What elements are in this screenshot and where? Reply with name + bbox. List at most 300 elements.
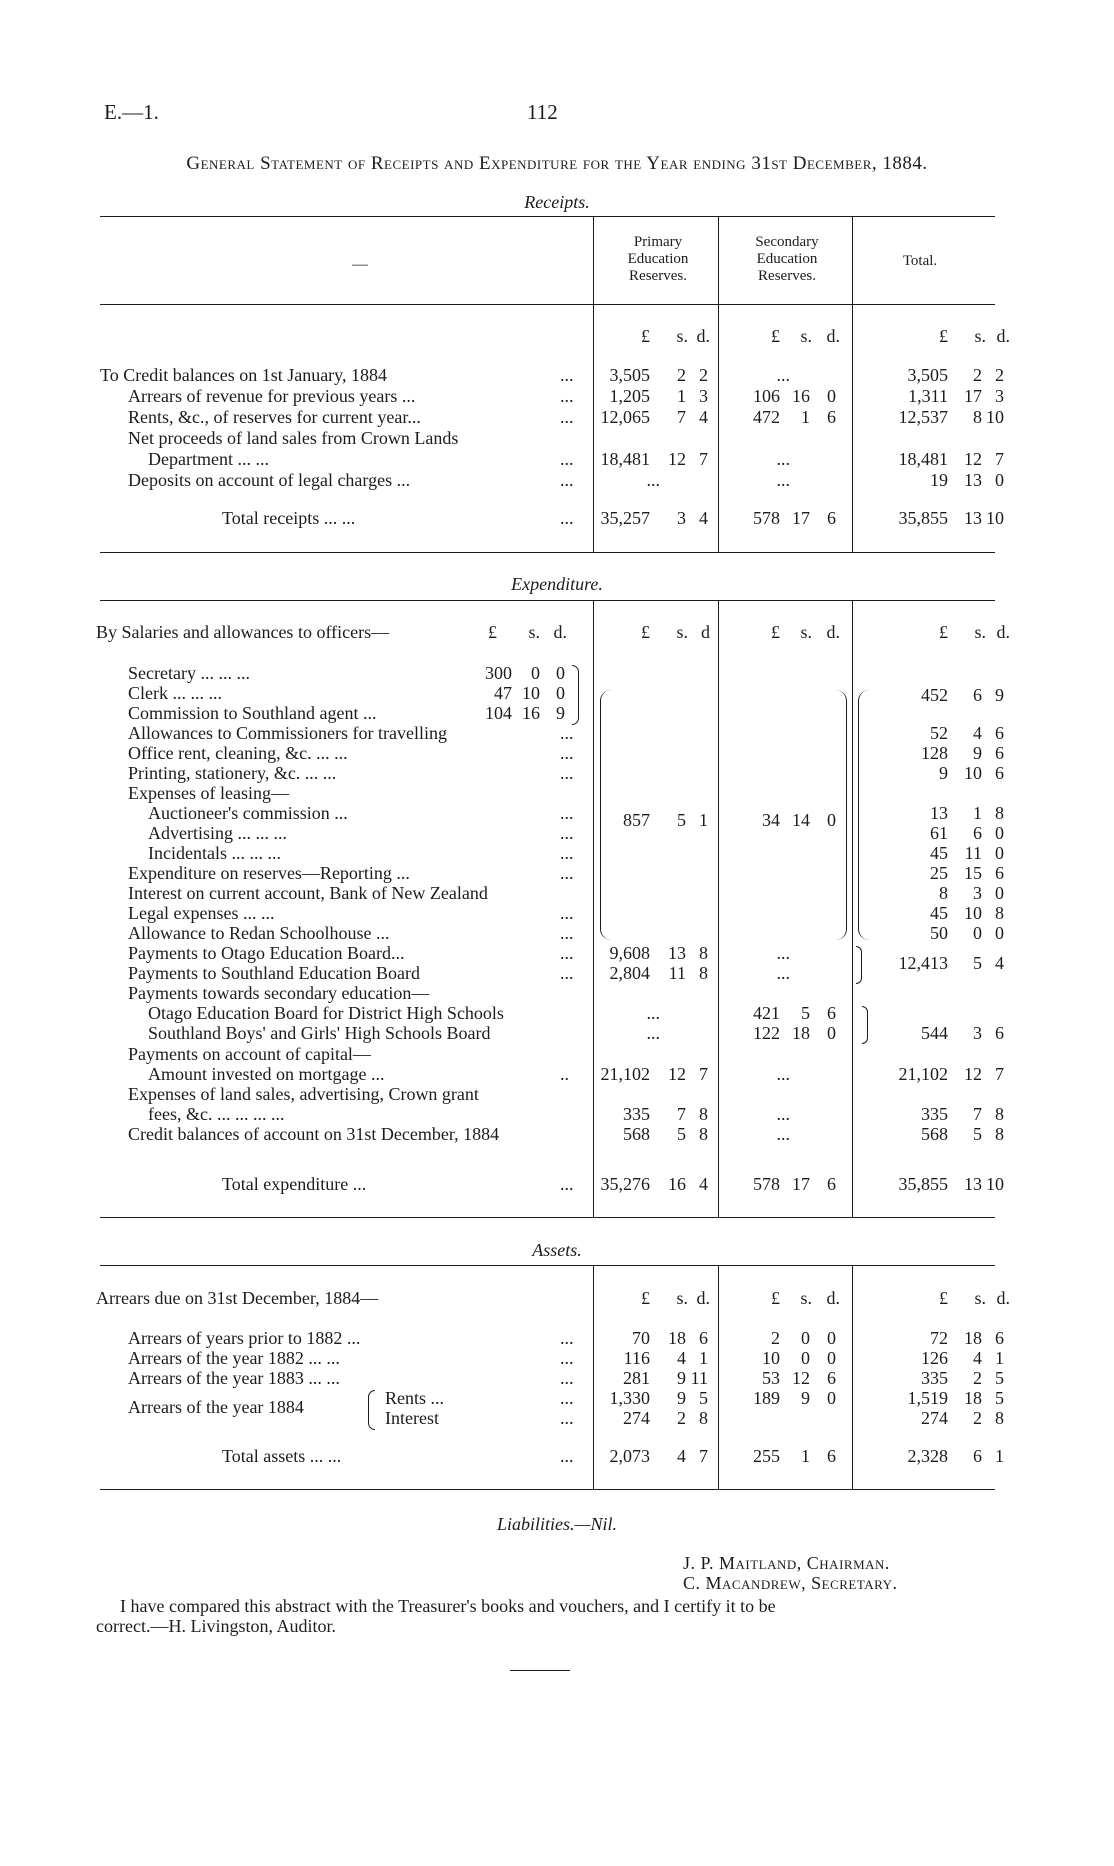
- secondary-pounds: 472: [753, 407, 780, 427]
- total-pence: 6: [995, 723, 1004, 743]
- primary-shillings: 5: [677, 810, 686, 830]
- secondary-shillings: 5: [801, 1003, 810, 1023]
- secondary-pence: 6: [827, 1368, 836, 1388]
- total-pence: 4: [995, 953, 1004, 973]
- primary-pounds: 1,330: [609, 1388, 650, 1408]
- primary-pounds: 116: [623, 1348, 650, 1368]
- total-assets-row: [0, 1446, 1114, 1466]
- row-label: Allowances to Commissioners for travelling: [128, 723, 447, 743]
- leader-dots: ...: [560, 407, 574, 427]
- table-row: [0, 365, 1114, 385]
- salary-pence: 0: [556, 683, 565, 703]
- leader-dots: ...: [560, 365, 574, 385]
- primary-pence: 6: [699, 1328, 708, 1348]
- row-label: Otago Education Board for District High Schools: [148, 1003, 504, 1023]
- rec-total-d: d.: [996, 326, 1010, 346]
- leader-dots: ...: [560, 943, 574, 963]
- ast-secondary-s: s.: [800, 1288, 812, 1308]
- total-shillings: 0: [973, 923, 982, 943]
- row-label: fees, &c. ... ... ... ...: [148, 1104, 285, 1124]
- secondary-pence: 0: [827, 386, 836, 406]
- total-shillings: 6: [973, 685, 982, 705]
- primary-pounds: ...: [646, 470, 660, 490]
- secondary-pounds: 578: [753, 1174, 780, 1194]
- ast-primary-pound: £: [641, 1288, 650, 1308]
- ast-total-s: s.: [974, 1288, 986, 1308]
- end-rule: [510, 1670, 570, 1671]
- total-pounds: 1,311: [908, 386, 948, 406]
- secondary-pounds: 106: [753, 386, 780, 406]
- total-pounds: 19: [930, 470, 948, 490]
- table-row: [0, 428, 1114, 448]
- total-pounds: 72: [930, 1328, 948, 1348]
- secondary-pounds: ...: [776, 943, 790, 963]
- row-label: Printing, stationery, &c. ... ...: [128, 763, 337, 783]
- primary-shillings: 1: [677, 386, 686, 406]
- capital-intro: Payments on account of capital—: [128, 1044, 371, 1064]
- secondary-pence: 6: [827, 508, 836, 528]
- assets-heading: Assets.: [532, 1240, 582, 1260]
- exp-primary-d: d: [701, 622, 710, 642]
- grouped-expenses-row: [0, 810, 1114, 830]
- row-label: Department ... ...: [148, 449, 269, 469]
- primary-pence: 7: [699, 1446, 708, 1466]
- secondary-shillings: 0: [801, 1348, 810, 1368]
- expenditure-top-rule: [100, 600, 995, 601]
- exp-primary-pound: £: [641, 622, 650, 642]
- total-pence: 3: [995, 386, 1004, 406]
- salaries-total-row: [0, 685, 1114, 705]
- row-label: Incidentals ... ... ...: [148, 843, 281, 863]
- total-pounds: 61: [930, 823, 948, 843]
- primary-pence: 8: [699, 1104, 708, 1124]
- total-pounds: 128: [921, 743, 948, 763]
- rec-primary-pound: £: [641, 326, 650, 346]
- total-shillings: 2: [973, 1368, 982, 1388]
- total-shillings: 8: [973, 407, 982, 427]
- salary-pounds: 104: [485, 703, 512, 723]
- exp-total-d: d.: [996, 622, 1010, 642]
- rec-total-s: s.: [974, 326, 986, 346]
- leader-dots: ...: [560, 1348, 574, 1368]
- row-label: Interest on current account, Bank of New Zealand: [128, 883, 488, 903]
- secondary-shillings: 9: [801, 1388, 810, 1408]
- row-label: Legal expenses ... ...: [128, 903, 275, 923]
- table-row: [0, 1368, 1114, 1388]
- row-label: Arrears of the year 1882 ... ...: [128, 1348, 340, 1368]
- ast-primary-s: s.: [676, 1288, 688, 1308]
- leader-dots: ...: [560, 1446, 574, 1466]
- rec-primary-s: s.: [676, 326, 688, 346]
- primary-pounds: 281: [623, 1368, 650, 1388]
- total-pounds: 544: [921, 1023, 948, 1043]
- signature-line: C. Macandrew, Secretary.: [683, 1573, 898, 1593]
- secondary-pence: 6: [827, 407, 836, 427]
- secondary-group-brace: [836, 690, 847, 940]
- total-shillings: 5: [973, 1124, 982, 1144]
- primary-shillings: 3: [677, 508, 686, 528]
- expenditure-column-rule-1: [718, 600, 719, 1217]
- total-header: Total.: [902, 253, 938, 269]
- total-pence: 2: [995, 365, 1004, 385]
- secondary-pounds: 2: [771, 1328, 780, 1348]
- total-shillings: 9: [973, 743, 982, 763]
- secondary-pence: 6: [827, 1174, 836, 1194]
- total-shillings: 13: [964, 1174, 982, 1194]
- total-pence: 8: [995, 803, 1004, 823]
- total-pence: 8: [995, 1408, 1004, 1428]
- row-label: Rents, &c., of reserves for current year...: [128, 407, 421, 427]
- primary-pence: 7: [699, 1064, 708, 1084]
- secondary-intro: Payments towards secondary education—: [128, 983, 430, 1003]
- total-shillings: 12: [964, 449, 982, 469]
- row-label: Allowance to Redan Schoolhouse ...: [128, 923, 390, 943]
- table-row: [0, 1328, 1114, 1348]
- total-pounds: 45: [930, 843, 948, 863]
- row-label: Arrears of revenue for previous years ...: [128, 386, 416, 406]
- arrears-1884-row: [0, 1408, 1114, 1428]
- assets-column-rule-1: [718, 1265, 719, 1489]
- row-label: Expenditure on reserves—Reporting ...: [128, 863, 410, 883]
- total-shillings: 5: [973, 953, 982, 973]
- secondary-shillings: 1: [801, 1446, 810, 1466]
- receipts-heading: Receipts.: [524, 192, 590, 212]
- salary-pounds: 300: [485, 663, 512, 683]
- leader-dots: ...: [560, 903, 574, 923]
- total-pence: 1: [995, 1446, 1004, 1466]
- total-pence: 8: [995, 903, 1004, 923]
- primary-pence: 2: [699, 365, 708, 385]
- primary-pounds: 21,102: [600, 1064, 650, 1084]
- row-label: Rents ...: [385, 1388, 445, 1408]
- total-pounds: 335: [921, 1368, 948, 1388]
- secondary-pounds: ...: [776, 365, 790, 385]
- leader-dots: ...: [560, 1408, 574, 1428]
- total-shillings: 17: [964, 386, 982, 406]
- total-shillings: 1: [973, 803, 982, 823]
- row-label: Payments to Southland Education Board: [128, 963, 420, 983]
- primary-pounds: 274: [623, 1408, 650, 1428]
- row-label: Total assets ... ...: [222, 1446, 342, 1466]
- table-row: [0, 723, 1114, 743]
- leader-dots: ...: [560, 823, 574, 843]
- table-row: [0, 1104, 1114, 1124]
- total-pounds: 18,481: [898, 449, 948, 469]
- receipts-header-rule: [100, 304, 995, 305]
- row-label: Payments to Otago Education Board...: [128, 943, 405, 963]
- payments-total-row: [0, 953, 1114, 973]
- primary-pence: 5: [699, 1388, 708, 1408]
- row-label: Total expenditure ...: [222, 1174, 367, 1194]
- primary-pounds: 3,505: [609, 365, 650, 385]
- primary-pounds: 857: [623, 810, 650, 830]
- exp-primary-s: s.: [676, 622, 688, 642]
- salary-row: [0, 703, 1114, 723]
- row-label: Expenses of leasing—: [128, 783, 289, 803]
- assets-top-rule: [100, 1265, 995, 1266]
- salary-pounds: 47: [494, 683, 512, 703]
- primary-shillings: 9: [677, 1388, 686, 1408]
- total-pounds: 568: [921, 1124, 948, 1144]
- secondary-shillings: 12: [792, 1368, 810, 1388]
- ast-secondary-d: d.: [826, 1288, 840, 1308]
- table-row: [0, 449, 1114, 469]
- primary-shillings: 5: [677, 1124, 686, 1144]
- primary-shillings: 12: [668, 449, 686, 469]
- total-pounds: 2,328: [907, 1446, 948, 1466]
- auditor-certificate-line1: I have compared this abstract with the Treasurer's books and vouchers, and I certify it to be: [120, 1596, 776, 1616]
- leader-dots: ...: [560, 843, 574, 863]
- primary-shillings: 2: [677, 1408, 686, 1428]
- salary-pound: £: [488, 622, 497, 642]
- primary-pounds: 12,065: [600, 407, 650, 427]
- total-pounds: 452: [921, 685, 948, 705]
- leader-dots: ...: [560, 508, 574, 528]
- row-label: Advertising ... ... ...: [148, 823, 287, 843]
- primary-pounds: 2,073: [609, 1446, 650, 1466]
- total-expenditure-row: [0, 1174, 1114, 1194]
- secondary-pounds: 122: [753, 1023, 780, 1043]
- exp-total-pound: £: [939, 622, 948, 642]
- secondary-pounds: 189: [753, 1388, 780, 1408]
- leader-dots: ..: [560, 1064, 569, 1084]
- primary-group-brace: [600, 690, 611, 940]
- salary-shillings: 10: [522, 683, 540, 703]
- receipts-column-rule-1: [718, 216, 719, 552]
- ast-secondary-pound: £: [771, 1288, 780, 1308]
- total-pence: 0: [995, 823, 1004, 843]
- assets-column-rule-2: [852, 1265, 853, 1489]
- total-pounds: 52: [930, 723, 948, 743]
- total-pence: 7: [995, 1064, 1004, 1084]
- secondary-pence: 6: [827, 1446, 836, 1466]
- primary-pounds: 1,205: [609, 386, 650, 406]
- row-label: Arrears of the year 1883 ... ...: [128, 1368, 340, 1388]
- total-pence: 6: [995, 743, 1004, 763]
- total-pence: 0: [995, 923, 1004, 943]
- row-label: Auctioneer's commission ...: [148, 803, 348, 823]
- primary-pounds: 70: [632, 1328, 650, 1348]
- leader-dots: ...: [560, 923, 574, 943]
- row-label: Secretary ... ... ...: [128, 663, 250, 683]
- primary-shillings: 13: [668, 943, 686, 963]
- total-pence: 6: [995, 863, 1004, 883]
- exp-secondary-d: d.: [826, 622, 840, 642]
- primary-pounds: 35,257: [600, 508, 650, 528]
- receipts-bottom-rule: [100, 552, 995, 553]
- expenditure-heading: Expenditure.: [511, 574, 603, 594]
- secondary-pounds: 10: [762, 1348, 780, 1368]
- secondary-shillings: 17: [792, 1174, 810, 1194]
- total-receipts-row: [0, 508, 1114, 528]
- secondary-pence: 0: [827, 1023, 836, 1043]
- primary-pence: 8: [699, 1124, 708, 1144]
- total-shillings: 4: [973, 1348, 982, 1368]
- ast-primary-d: d.: [696, 1288, 710, 1308]
- total-shillings: 11: [964, 843, 982, 863]
- table-row: [0, 470, 1114, 490]
- expenditure-bottom-rule: [100, 1217, 995, 1218]
- secondary-shillings: 16: [792, 386, 810, 406]
- total-pence: 10: [986, 1174, 1004, 1194]
- total-pence: 6: [995, 1328, 1004, 1348]
- salary-shillings: 0: [531, 663, 540, 683]
- total-pounds: 335: [921, 1104, 948, 1124]
- primary-pence: 4: [699, 508, 708, 528]
- primary-pence: 3: [699, 386, 708, 406]
- table-row: [0, 763, 1114, 783]
- total-pounds: 9: [939, 763, 948, 783]
- total-shillings: 18: [964, 1388, 982, 1408]
- total-shillings: 7: [973, 1104, 982, 1124]
- total-pounds: 274: [921, 1408, 948, 1428]
- primary-header: Primary Education Reserves.: [627, 234, 689, 284]
- exp-secondary-s: s.: [800, 622, 812, 642]
- total-shillings: 12: [964, 1064, 982, 1084]
- secondary-shillings: 17: [792, 508, 810, 528]
- primary-shillings: 4: [677, 1446, 686, 1466]
- row-label: Arrears of years prior to 1882 ...: [128, 1328, 361, 1348]
- total-pence: 6: [995, 763, 1004, 783]
- salaries-intro: By Salaries and allowances to officers—: [96, 622, 390, 642]
- total-pounds: 35,855: [898, 1174, 948, 1194]
- table-row: [0, 1124, 1114, 1144]
- total-group-brace: [858, 690, 869, 940]
- primary-shillings: 4: [677, 1348, 686, 1368]
- total-pounds: 126: [921, 1348, 948, 1368]
- secondary-pence: 0: [827, 1328, 836, 1348]
- assets-column-rule-0: [593, 1265, 594, 1489]
- salary-pence: 9: [556, 703, 565, 723]
- leader-dots: ...: [560, 1328, 574, 1348]
- table-row: [0, 923, 1114, 943]
- total-pence: 6: [995, 1023, 1004, 1043]
- total-pence: 0: [995, 470, 1004, 490]
- secondary-pounds: 421: [753, 1003, 780, 1023]
- secondary-pounds: 34: [762, 810, 780, 830]
- total-pence: 0: [995, 883, 1004, 903]
- leader-dots: ...: [560, 863, 574, 883]
- secondary-pence: 0: [827, 1388, 836, 1408]
- primary-pounds: 335: [623, 1104, 650, 1124]
- secondary-pence: 0: [827, 1348, 836, 1368]
- total-shillings: 2: [973, 365, 982, 385]
- primary-shillings: 9: [677, 1368, 686, 1388]
- rec-secondary-pound: £: [771, 326, 780, 346]
- secondary-shillings: 18: [792, 1023, 810, 1043]
- row-label: To Credit balances on 1st January, 1884: [100, 365, 388, 385]
- total-pence: 8: [995, 1104, 1004, 1124]
- arrears-1884-row: [0, 1388, 1114, 1408]
- table-row: [0, 743, 1114, 763]
- primary-pounds: 568: [623, 1124, 650, 1144]
- total-shillings: 3: [973, 1023, 982, 1043]
- salary-pence: 0: [556, 663, 565, 683]
- row-label: Amount invested on mortgage ...: [148, 1064, 385, 1084]
- total-pounds: 21,102: [898, 1064, 948, 1084]
- leader-dots: ...: [560, 470, 574, 490]
- total-pence: 1: [995, 1348, 1004, 1368]
- leader-dots: ...: [560, 449, 574, 469]
- total-shillings: 13: [964, 470, 982, 490]
- table-row: [0, 1348, 1114, 1368]
- row-label: Southland Boys' and Girls' High Schools Board: [148, 1023, 491, 1043]
- secondary-pounds: ...: [776, 470, 790, 490]
- total-shillings: 6: [973, 1446, 982, 1466]
- signature-line: J. P. Maitland, Chairman.: [683, 1553, 890, 1573]
- total-pounds: 12,413: [898, 953, 948, 973]
- salary-shillings: 16: [522, 703, 540, 723]
- primary-pence: 1: [699, 1348, 708, 1368]
- total-pounds: 12,537: [898, 407, 948, 427]
- row-label: Credit balances of account on 31st December, 1884: [128, 1124, 500, 1144]
- primary-pounds: 9,608: [609, 943, 650, 963]
- primary-shillings: 11: [668, 963, 686, 983]
- liabilities-note: Liabilities.—Nil.: [496, 1514, 618, 1534]
- primary-shillings: 2: [677, 365, 686, 385]
- leader-dots: ...: [560, 1174, 574, 1194]
- secondary-shillings: 1: [801, 407, 810, 427]
- total-shillings: 18: [964, 1328, 982, 1348]
- secondary-pounds: ...: [776, 1124, 790, 1144]
- total-shillings: 4: [973, 723, 982, 743]
- auditor-certificate-line2: correct.—H. Livingston, Auditor.: [96, 1616, 336, 1636]
- row-label: Deposits on account of legal charges ...: [128, 470, 411, 490]
- total-pounds: 25: [930, 863, 948, 883]
- page-number: 112: [527, 100, 558, 124]
- assets-bottom-rule: [100, 1489, 995, 1490]
- leader-dots: ...: [560, 763, 574, 783]
- total-pounds: 3,505: [907, 365, 948, 385]
- secondary-pounds: 255: [753, 1446, 780, 1466]
- secondary-pounds: ...: [776, 449, 790, 469]
- total-pence: 8: [995, 1124, 1004, 1144]
- total-pence: 7: [995, 449, 1004, 469]
- expenditure-column-rule-2: [852, 600, 853, 1217]
- secondary-shillings: 0: [801, 1328, 810, 1348]
- total-pence: 0: [995, 843, 1004, 863]
- primary-shillings: 16: [668, 1174, 686, 1194]
- total-pounds: 13: [930, 803, 948, 823]
- total-pounds: 35,855: [898, 508, 948, 528]
- expenditure-column-rule-0: [593, 600, 594, 1217]
- rec-secondary-d: d.: [826, 326, 840, 346]
- secondary-total-row: [0, 1023, 1114, 1043]
- primary-pence: 4: [699, 1174, 708, 1194]
- arrears-1884-label: Arrears of the year 1884: [128, 1397, 304, 1417]
- primary-shillings: 7: [677, 407, 686, 427]
- primary-pence: 8: [699, 963, 708, 983]
- row-label: Office rent, cleaning, &c. ... ...: [128, 743, 348, 763]
- rec-primary-d: d.: [696, 326, 710, 346]
- dash-header: —: [352, 256, 368, 273]
- table-row: [0, 1064, 1114, 1084]
- primary-pounds: 2,804: [609, 963, 650, 983]
- row-label: Interest: [385, 1408, 439, 1428]
- leader-dots: ...: [560, 1388, 574, 1408]
- primary-pounds: 18,481: [600, 449, 650, 469]
- leader-dots: ...: [560, 723, 574, 743]
- secondary-pence: 0: [827, 810, 836, 830]
- primary-pounds: ...: [646, 1003, 660, 1023]
- salary-d: d.: [553, 622, 567, 642]
- salary-row: [0, 663, 1114, 683]
- receipts-column-rule-0: [593, 216, 594, 552]
- table-row: [0, 1003, 1114, 1023]
- total-pence: 10: [986, 407, 1004, 427]
- primary-pence: 1: [699, 810, 708, 830]
- secondary-pounds: 578: [753, 508, 780, 528]
